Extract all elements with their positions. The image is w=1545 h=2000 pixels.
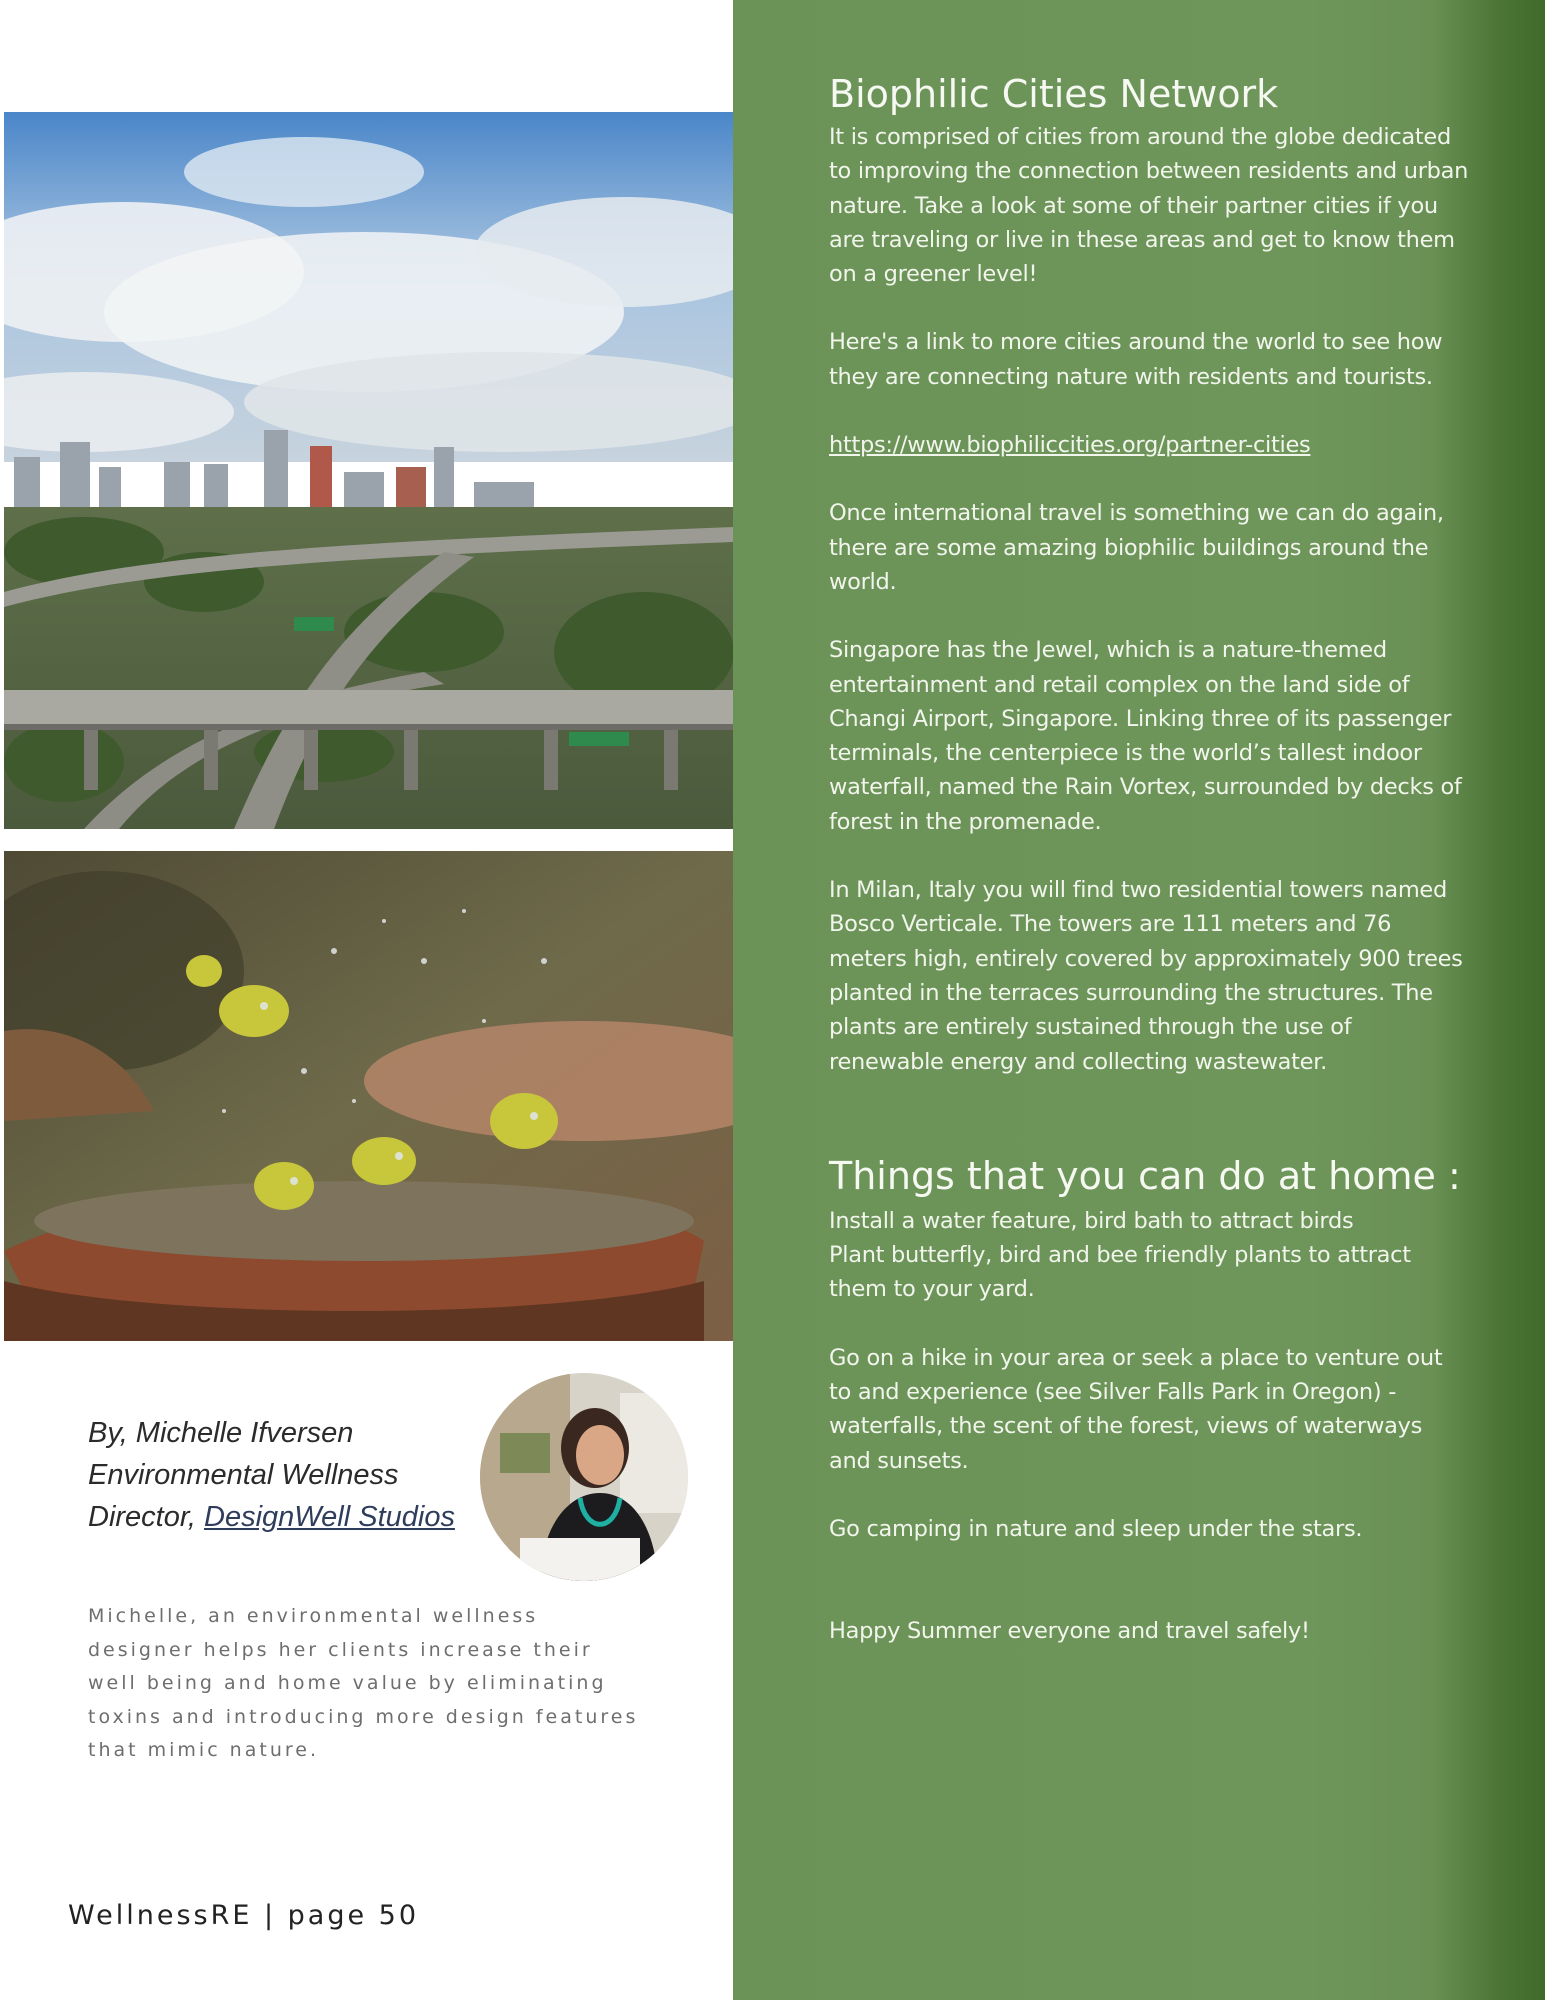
spacer <box>829 839 1469 873</box>
page-footer: WellnessRE | page 50 <box>68 1900 420 1931</box>
spacer <box>829 1546 1469 1614</box>
article-title: Biophilic Cities Network <box>829 72 1279 116</box>
author-role-prefix: Director, <box>88 1501 205 1533</box>
city-skyline-and-freeway-icon <box>4 112 733 829</box>
city-highway-photo <box>4 112 733 829</box>
birds-in-birdbath-photo <box>4 851 733 1341</box>
birds-bathing-icon <box>4 851 733 1341</box>
spacer <box>829 462 1469 496</box>
home-tip-plants: Plant butterfly, bird and bee friendly plants to attract them to your yard. <box>829 1242 1411 1303</box>
spacer <box>829 1307 1469 1341</box>
designwell-studios-link[interactable]: DesignWell Studios <box>204 1501 455 1533</box>
author-company-line <box>88 1496 468 1538</box>
paragraph-link-intro: Here's a link to more cities around the world to see how they are connecting nature with residents and tourists. <box>829 329 1443 390</box>
author-credit <box>88 1412 468 1538</box>
author-role: Environmental Wellness <box>88 1459 399 1491</box>
left-column <box>0 0 733 2000</box>
spacer <box>829 1079 1469 1149</box>
home-tip-water: Install a water feature, bird bath to attract birds <box>829 1207 1354 1234</box>
author-name: By, Michelle Ifversen <box>88 1417 354 1449</box>
spacer <box>829 1478 1469 1512</box>
home-tip-hike: Go on a hike in your area or seek a place to venture out to and experience (see Silver Falls Park in Oregon) - waterfalls, the scent of the forest, views of waterways and sunsets. <box>829 1344 1443 1474</box>
sidebar-article <box>829 68 1469 1649</box>
spacer <box>829 291 1469 325</box>
partner-cities-link[interactable]: https://www.biophiliccities.org/partner-cities <box>829 432 1311 459</box>
paragraph-travel: Once international travel is something we can do again, there are some amazing biophilic buildings around the world. <box>829 500 1444 595</box>
paragraph-network: It is comprised of cities from around the globe dedicated to improving the connection between residents and urban nature. Take a look at some of their partner cities if you are traveling or live in these areas and get to know them on a greener level! <box>829 124 1469 288</box>
section-title: Things that you can do at home : <box>829 1153 1461 1198</box>
spacer <box>829 394 1469 428</box>
author-bio: Michelle, an environmental wellness designer helps her clients increase their well being and home value by eliminating toxins and introducing more design features that mimic nature. <box>88 1605 639 1761</box>
spacer <box>829 599 1469 633</box>
paragraph-singapore: Singapore has the Jewel, which is a nature-themed entertainment and retail complex on the land side of Changi Airport, Singapore. Linking three of its passenger terminals, the centerpiece is the world’s tallest indoor waterfall, named the Rain Vortex, surrounded by decks of forest in the promenade. <box>829 637 1462 835</box>
avatar <box>480 1373 688 1581</box>
closing-line: Happy Summer everyone and travel safely! <box>829 1618 1310 1645</box>
author-portrait-icon <box>480 1373 688 1581</box>
home-tip-camping: Go camping in nature and sleep under the stars. <box>829 1515 1363 1542</box>
paragraph-milan: In Milan, Italy you will find two residential towers named Bosco Verticale. The towers are 111 meters and 76 meters high, entirely covered by approximately 900 trees planted in the terraces surrounding the structures. The plants are entirely sustained through the use of renewable energy and collecting wastewater. <box>829 877 1463 1075</box>
